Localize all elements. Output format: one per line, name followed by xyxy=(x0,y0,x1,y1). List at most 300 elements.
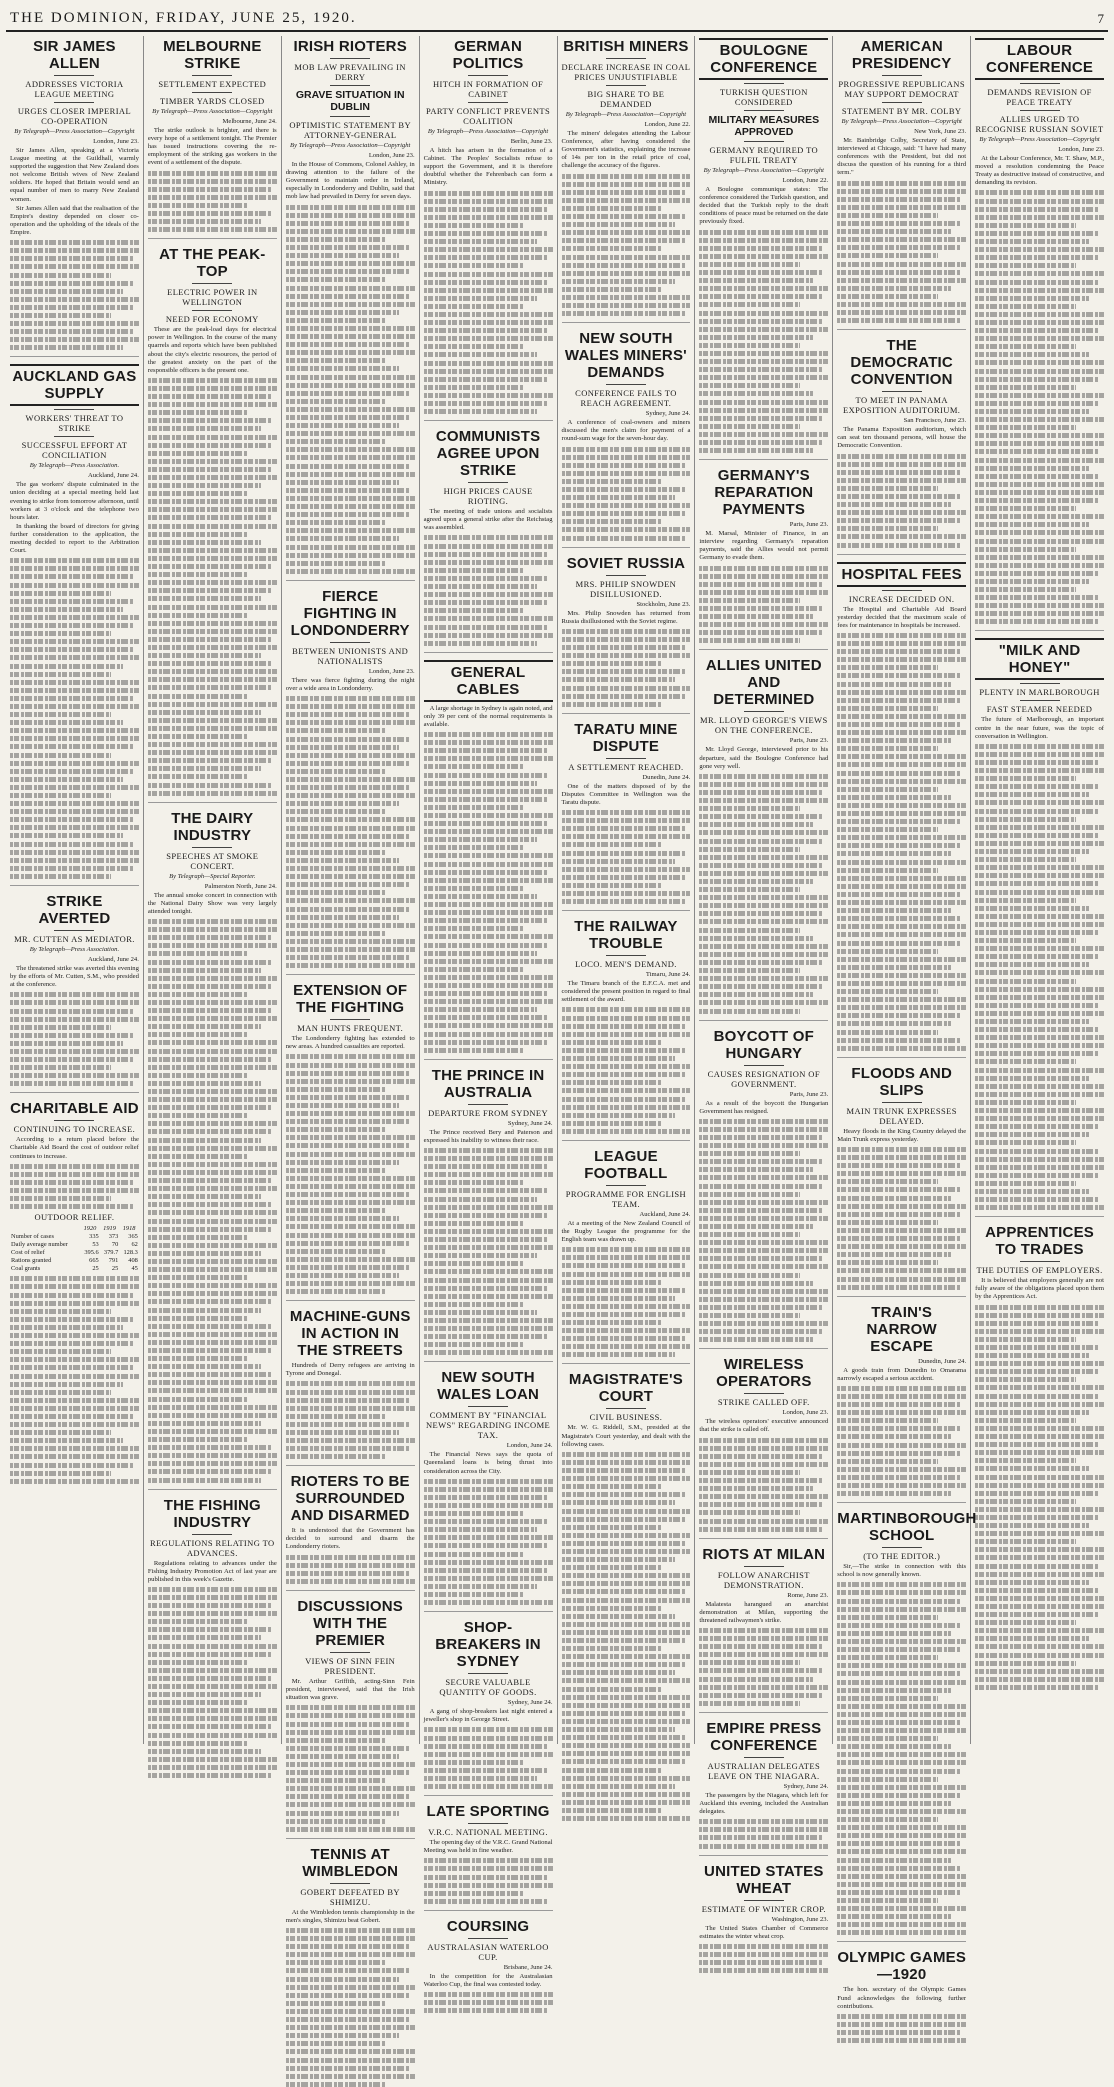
text-line xyxy=(975,1027,1099,1032)
text-line xyxy=(699,1009,800,1014)
text-line xyxy=(424,272,553,277)
text-line xyxy=(699,1462,828,1467)
subheadline: GRAVE SITUATION IN DUBLIN xyxy=(295,89,405,113)
divider xyxy=(882,391,922,392)
text-line xyxy=(424,1253,537,1258)
text-line xyxy=(975,1669,1104,1674)
text-line xyxy=(148,1765,277,1770)
subheadline: MAN HUNTS FREQUENT. xyxy=(297,1023,404,1034)
text-line xyxy=(837,633,966,638)
text-line xyxy=(286,1952,415,1957)
text-line xyxy=(10,264,139,269)
text-line xyxy=(837,754,966,759)
text-line xyxy=(10,704,139,709)
text-line xyxy=(286,1273,399,1278)
text-line xyxy=(286,696,415,701)
byline: By Telegraph—Press Association. xyxy=(29,945,120,953)
text-line xyxy=(562,1517,686,1522)
text-line xyxy=(10,777,123,782)
text-line xyxy=(286,939,415,944)
text-line xyxy=(562,311,686,316)
text-line xyxy=(699,1159,823,1164)
text-line xyxy=(975,1580,1088,1585)
text-line xyxy=(148,976,277,981)
text-line xyxy=(10,728,139,733)
text-line xyxy=(424,926,525,931)
article xyxy=(286,1465,415,1584)
text-line xyxy=(10,688,139,693)
text-line xyxy=(148,491,249,496)
text-line xyxy=(10,680,139,685)
article xyxy=(562,38,691,316)
table-header-cell: 1920 xyxy=(83,1225,97,1233)
text-line xyxy=(10,1041,123,1046)
text-line xyxy=(562,295,691,300)
text-line xyxy=(975,970,1104,975)
text-line xyxy=(699,254,828,259)
text-line xyxy=(148,1684,277,1689)
body-paragraph: It is believed that employers generally are not fully aware of the obligations placed upon them by the Apprentices Act. xyxy=(975,1277,1104,1301)
text-line xyxy=(424,1495,548,1500)
body-paragraph: According to a return placed before the Charitable Aid Board the cost of outdoor relief continues to increase. xyxy=(10,1136,139,1160)
text-line xyxy=(148,653,261,658)
text-line xyxy=(562,1654,691,1659)
body-paragraph: A large shortage in Sydney is again noted, and only 39 per cent of the normal requirements is available. xyxy=(423,704,553,728)
text-line xyxy=(975,1337,1076,1342)
text-line xyxy=(10,558,139,563)
headline: LATE SPORTING xyxy=(426,1803,550,1821)
article xyxy=(148,38,277,232)
text-line xyxy=(699,400,828,405)
divider xyxy=(330,1019,370,1020)
text-line xyxy=(148,1308,261,1313)
divider xyxy=(744,1065,784,1066)
article xyxy=(975,38,1104,624)
text-line xyxy=(562,287,663,292)
body-text xyxy=(10,558,139,879)
text-line xyxy=(10,655,139,660)
text-line xyxy=(837,1386,966,1391)
text-line xyxy=(975,280,1099,285)
text-line xyxy=(10,712,111,717)
text-line xyxy=(148,726,277,731)
text-line xyxy=(10,321,139,326)
text-line xyxy=(837,302,966,307)
text-line xyxy=(286,1430,399,1435)
text-line xyxy=(837,1220,938,1225)
text-line xyxy=(562,1272,691,1277)
text-line xyxy=(837,2030,961,2035)
headline: SHOP-BREAKERS IN SYDNEY xyxy=(435,1619,541,1671)
text-line xyxy=(837,989,938,994)
text-line xyxy=(424,393,553,398)
text-line xyxy=(699,1844,828,1849)
text-line xyxy=(562,1304,691,1309)
text-line xyxy=(975,490,1104,495)
text-line xyxy=(10,809,139,814)
table-cell: 25 xyxy=(92,1265,99,1273)
text-line xyxy=(10,992,139,997)
text-line xyxy=(10,1406,139,1411)
text-line xyxy=(837,1647,961,1652)
subheadline: BIG SHARE TO BE DEMANDED xyxy=(587,89,665,109)
article xyxy=(286,974,415,1294)
text-line xyxy=(424,1527,537,1532)
text-line xyxy=(286,1208,387,1213)
text-line xyxy=(837,908,950,913)
text-line xyxy=(975,320,1104,325)
text-line xyxy=(837,771,961,776)
headline: AT THE PEAK-TOP xyxy=(159,246,266,281)
body-paragraph: M. Marsal, Minister of Finance, in an interview regarding Germany's reparation payments, said the Allies would not permit Germany to evade them. xyxy=(699,530,829,562)
article xyxy=(975,1216,1104,1690)
text-line xyxy=(699,1232,800,1237)
article xyxy=(699,459,828,643)
headline: NEW SOUTH WALES LOAN xyxy=(437,1369,540,1404)
table-cell: Number of cases xyxy=(11,1233,54,1241)
text-line xyxy=(286,1944,410,1949)
body-text xyxy=(424,732,553,1053)
text-line xyxy=(424,377,548,382)
text-line xyxy=(424,199,553,204)
statistics-table xyxy=(10,1225,139,1273)
text-line xyxy=(10,1309,111,1314)
text-line xyxy=(10,281,134,286)
text-line xyxy=(837,1777,938,1782)
text-line xyxy=(837,1260,938,1265)
text-line xyxy=(286,569,415,574)
byline: By Telegraph—Press Association—Copyright xyxy=(152,108,273,115)
text-line xyxy=(424,1503,553,1508)
text-line xyxy=(837,1590,966,1595)
text-line xyxy=(699,440,823,445)
text-line xyxy=(699,1167,812,1172)
text-line xyxy=(837,860,966,865)
text-line xyxy=(286,1438,415,1443)
text-line xyxy=(562,645,686,650)
text-line xyxy=(975,1677,1104,1682)
text-line xyxy=(975,1402,1104,1407)
text-line xyxy=(975,1305,1104,1310)
text-line xyxy=(424,1334,548,1339)
text-line xyxy=(562,1121,663,1126)
body-text xyxy=(699,230,828,454)
text-line xyxy=(148,179,277,184)
text-line xyxy=(975,1426,1104,1431)
text-line xyxy=(424,231,548,236)
article xyxy=(286,1838,415,2087)
divider xyxy=(330,1883,370,1884)
text-line xyxy=(148,1611,277,1616)
divider xyxy=(606,955,646,956)
dateline: London, June 23. xyxy=(1058,146,1104,153)
body-paragraph: A goods train from Dunedin to Omarama narrowly escaped a serious accident. xyxy=(837,1366,967,1382)
divider xyxy=(882,102,922,103)
byline: By Telegraph—Press Association—Copyright xyxy=(427,128,549,135)
text-line xyxy=(286,704,415,709)
text-line xyxy=(975,1385,1104,1390)
body-paragraph: Regulations relating to advances under the Fishing Industry Promotion Act of last year are published in this week's Gazette. xyxy=(147,1559,277,1583)
text-line xyxy=(148,1676,272,1681)
text-line xyxy=(424,975,553,980)
body-text xyxy=(10,1164,139,1209)
text-line xyxy=(562,214,686,219)
text-line xyxy=(148,1186,277,1191)
text-line xyxy=(562,536,686,541)
text-line xyxy=(837,1179,938,1184)
body-text xyxy=(562,629,691,707)
text-line xyxy=(837,746,938,751)
text-line xyxy=(837,502,950,507)
text-line xyxy=(975,979,1076,984)
text-line xyxy=(975,890,1104,895)
text-line xyxy=(837,1898,938,1903)
text-line xyxy=(10,631,111,636)
text-line xyxy=(837,1623,961,1628)
text-line xyxy=(148,750,277,755)
text-line xyxy=(975,1345,1099,1350)
columns xyxy=(6,36,1108,2010)
text-line xyxy=(286,391,410,396)
dateline: Sydney, June 24. xyxy=(507,1699,553,1707)
text-line xyxy=(562,1759,686,1764)
text-line xyxy=(10,240,139,245)
text-line xyxy=(562,1072,686,1077)
text-line xyxy=(148,1340,277,1345)
text-line xyxy=(699,895,828,900)
body-text xyxy=(837,454,966,548)
divider xyxy=(744,1900,784,1901)
text-line xyxy=(148,187,272,192)
body-text xyxy=(424,1858,553,1903)
dateline: London, June 23. xyxy=(782,1409,829,1417)
text-line xyxy=(148,467,272,472)
text-line xyxy=(424,1148,553,1153)
text-line xyxy=(837,1155,966,1160)
body-paragraph: The hon. secretary of the Olympic Games Fund acknowledges the following further contributions. xyxy=(837,1986,967,2010)
text-line xyxy=(424,813,553,818)
text-line xyxy=(286,1398,410,1403)
text-line xyxy=(562,279,675,284)
text-line xyxy=(837,803,966,808)
text-line xyxy=(837,534,966,539)
table-cell: 62 xyxy=(131,1241,138,1249)
text-line xyxy=(424,1188,548,1193)
text-line xyxy=(148,588,272,593)
text-line xyxy=(562,859,675,864)
text-line xyxy=(148,1749,261,1754)
text-line xyxy=(975,1466,1088,1471)
text-line xyxy=(699,230,828,235)
text-line xyxy=(10,1284,139,1289)
body-paragraph: The Londonderry fighting has extended to new areas. A hundred casualties are reported. xyxy=(285,1035,415,1051)
text-line xyxy=(148,386,277,391)
text-line xyxy=(562,1129,691,1134)
subheadline: MOB LAW PREVAILING IN DERRY xyxy=(294,62,406,82)
article xyxy=(424,1611,553,1789)
text-line xyxy=(286,512,410,517)
article xyxy=(837,329,966,547)
text-line xyxy=(562,1255,691,1260)
text-line xyxy=(286,834,410,839)
subheadline: LOCO. MEN'S DEMAND. xyxy=(575,959,677,970)
text-line xyxy=(424,773,548,778)
text-line xyxy=(975,1523,1088,1528)
text-line xyxy=(10,1164,139,1169)
article xyxy=(10,1092,139,1483)
text-line xyxy=(699,416,823,421)
headline: BOYCOTT OF HUNGARY xyxy=(713,1027,814,1062)
text-line xyxy=(286,2017,410,2022)
body-text xyxy=(699,1628,828,1706)
article xyxy=(424,1910,553,2013)
text-line xyxy=(562,1296,675,1301)
text-line xyxy=(699,1644,823,1649)
text-line xyxy=(837,1046,966,1051)
column xyxy=(420,36,558,1988)
text-line xyxy=(975,1019,1088,1024)
body-paragraph: The Financial News says the quota of Queensland loans is being thrust into consideration across the City. xyxy=(423,1451,553,1475)
body-paragraph: The annual smoke concert in connection with the National Dairy Show was very largely attended tonight. xyxy=(147,891,277,915)
article xyxy=(562,322,691,540)
divider xyxy=(330,116,370,117)
body-text xyxy=(10,240,139,350)
text-line xyxy=(286,1176,415,1181)
text-line xyxy=(148,1024,261,1029)
divider xyxy=(54,102,94,103)
table-cell: Daily average number xyxy=(11,1241,68,1249)
text-line xyxy=(837,221,961,226)
divider xyxy=(330,642,370,643)
divider xyxy=(192,847,232,848)
divider xyxy=(882,75,922,76)
text-line xyxy=(837,1268,966,1273)
divider xyxy=(468,102,508,103)
text-line xyxy=(837,1833,966,1838)
text-line xyxy=(975,1329,1104,1334)
text-line xyxy=(699,1652,828,1657)
text-line xyxy=(148,1016,277,1021)
text-line xyxy=(10,1017,139,1022)
text-line xyxy=(286,1722,410,1727)
text-line xyxy=(699,408,828,413)
text-line xyxy=(562,834,691,839)
text-line xyxy=(837,900,966,905)
text-line xyxy=(10,744,134,749)
table-cell: 379.7 xyxy=(103,1249,119,1257)
text-line xyxy=(286,1381,415,1386)
text-line xyxy=(562,1476,691,1481)
text-line xyxy=(148,758,272,763)
dateline: Sydney, June 24. xyxy=(783,1782,829,1790)
dateline: Timaru, June 24. xyxy=(645,971,691,979)
headline: TARATU MINE DISPUTE xyxy=(574,720,678,755)
article xyxy=(148,1489,277,1779)
body-paragraph: These are the peak-load days for electrical power in Wellington. In the course of the many quarrels and reports which have been published about the city's electric resources, the period of the greatest anxiety on the part of the responsible officers is the present one. xyxy=(147,326,277,374)
text-line xyxy=(148,1388,277,1393)
text-line xyxy=(148,677,277,682)
text-line xyxy=(975,1205,1104,1210)
divider xyxy=(606,1185,646,1186)
text-line xyxy=(837,1680,966,1685)
text-line xyxy=(148,984,272,989)
text-line xyxy=(148,1049,277,1054)
text-line xyxy=(975,825,1104,830)
text-line xyxy=(10,1293,134,1298)
text-line xyxy=(837,1752,966,1757)
body-paragraph: At the Wimbledon tennis championship in the men's singles, Shimizu beat Gobert. xyxy=(285,1908,415,1924)
text-line xyxy=(286,1390,415,1395)
text-line xyxy=(286,858,399,863)
text-line xyxy=(148,1453,277,1458)
text-line xyxy=(148,378,277,383)
text-line xyxy=(10,842,134,847)
text-line xyxy=(10,1073,139,1078)
text-line xyxy=(10,672,111,677)
text-line xyxy=(10,1446,139,1451)
text-line xyxy=(975,417,1104,422)
text-line xyxy=(837,1607,966,1612)
body-paragraph: At the Labour Conference, Mr. T. Shaw, M.P., moved a resolution condemning the Peace Treaty as destructive instead of constructive, and demanding its revision. xyxy=(975,155,1104,187)
text-line xyxy=(562,519,663,524)
text-line xyxy=(975,239,1088,244)
text-line xyxy=(837,779,966,784)
text-line xyxy=(148,1421,261,1426)
text-line xyxy=(148,605,277,610)
text-line xyxy=(562,479,663,484)
text-line xyxy=(837,981,966,986)
headline: STRIKE AVERTED xyxy=(38,892,111,927)
text-line xyxy=(424,1261,525,1266)
text-line xyxy=(975,1410,1088,1415)
text-line xyxy=(837,1728,966,1733)
text-line xyxy=(562,1662,686,1667)
text-line xyxy=(148,734,249,739)
body-paragraph: Mr. Lloyd George, interviewed prior to his departure, said the Boulogne Conference had gone very well. xyxy=(699,746,829,770)
text-line xyxy=(148,483,261,488)
subheadline: HITCH IN FORMATION OF CABINET xyxy=(432,79,544,99)
text-line xyxy=(148,718,277,723)
body-paragraph: At a meeting of the New Zealand Council of the Rugby League the programme for the English team was drawn up. xyxy=(561,1219,691,1244)
text-line xyxy=(975,433,1104,438)
table-row xyxy=(10,1241,139,1249)
text-line xyxy=(148,443,272,448)
text-line xyxy=(699,638,800,643)
text-line xyxy=(286,850,387,855)
text-line xyxy=(148,556,277,561)
headline: THE RAILWAY TROUBLE xyxy=(574,918,678,953)
text-line xyxy=(286,205,415,210)
text-line xyxy=(562,1500,675,1505)
text-line xyxy=(975,385,1076,390)
subheadline: V.R.C. NATIONAL MEETING. xyxy=(428,1827,548,1838)
text-line xyxy=(837,1704,966,1709)
table-row xyxy=(10,1257,139,1265)
subheadline: (TO THE EDITOR.) xyxy=(863,1551,941,1562)
text-line xyxy=(975,344,1076,349)
dateline: San Francisco, June 23. xyxy=(903,417,967,425)
subheadline: MILITARY MEASURES APPROVED xyxy=(708,114,820,138)
headline: RIOTS AT MILAN xyxy=(702,1545,826,1563)
text-line xyxy=(148,1652,272,1657)
text-line xyxy=(424,247,553,252)
text-line xyxy=(424,967,525,972)
text-line xyxy=(286,1827,415,1832)
text-line xyxy=(699,1289,828,1294)
table-cell: Rations granted xyxy=(11,1257,52,1265)
text-line xyxy=(562,702,663,707)
text-line xyxy=(10,1276,139,1281)
